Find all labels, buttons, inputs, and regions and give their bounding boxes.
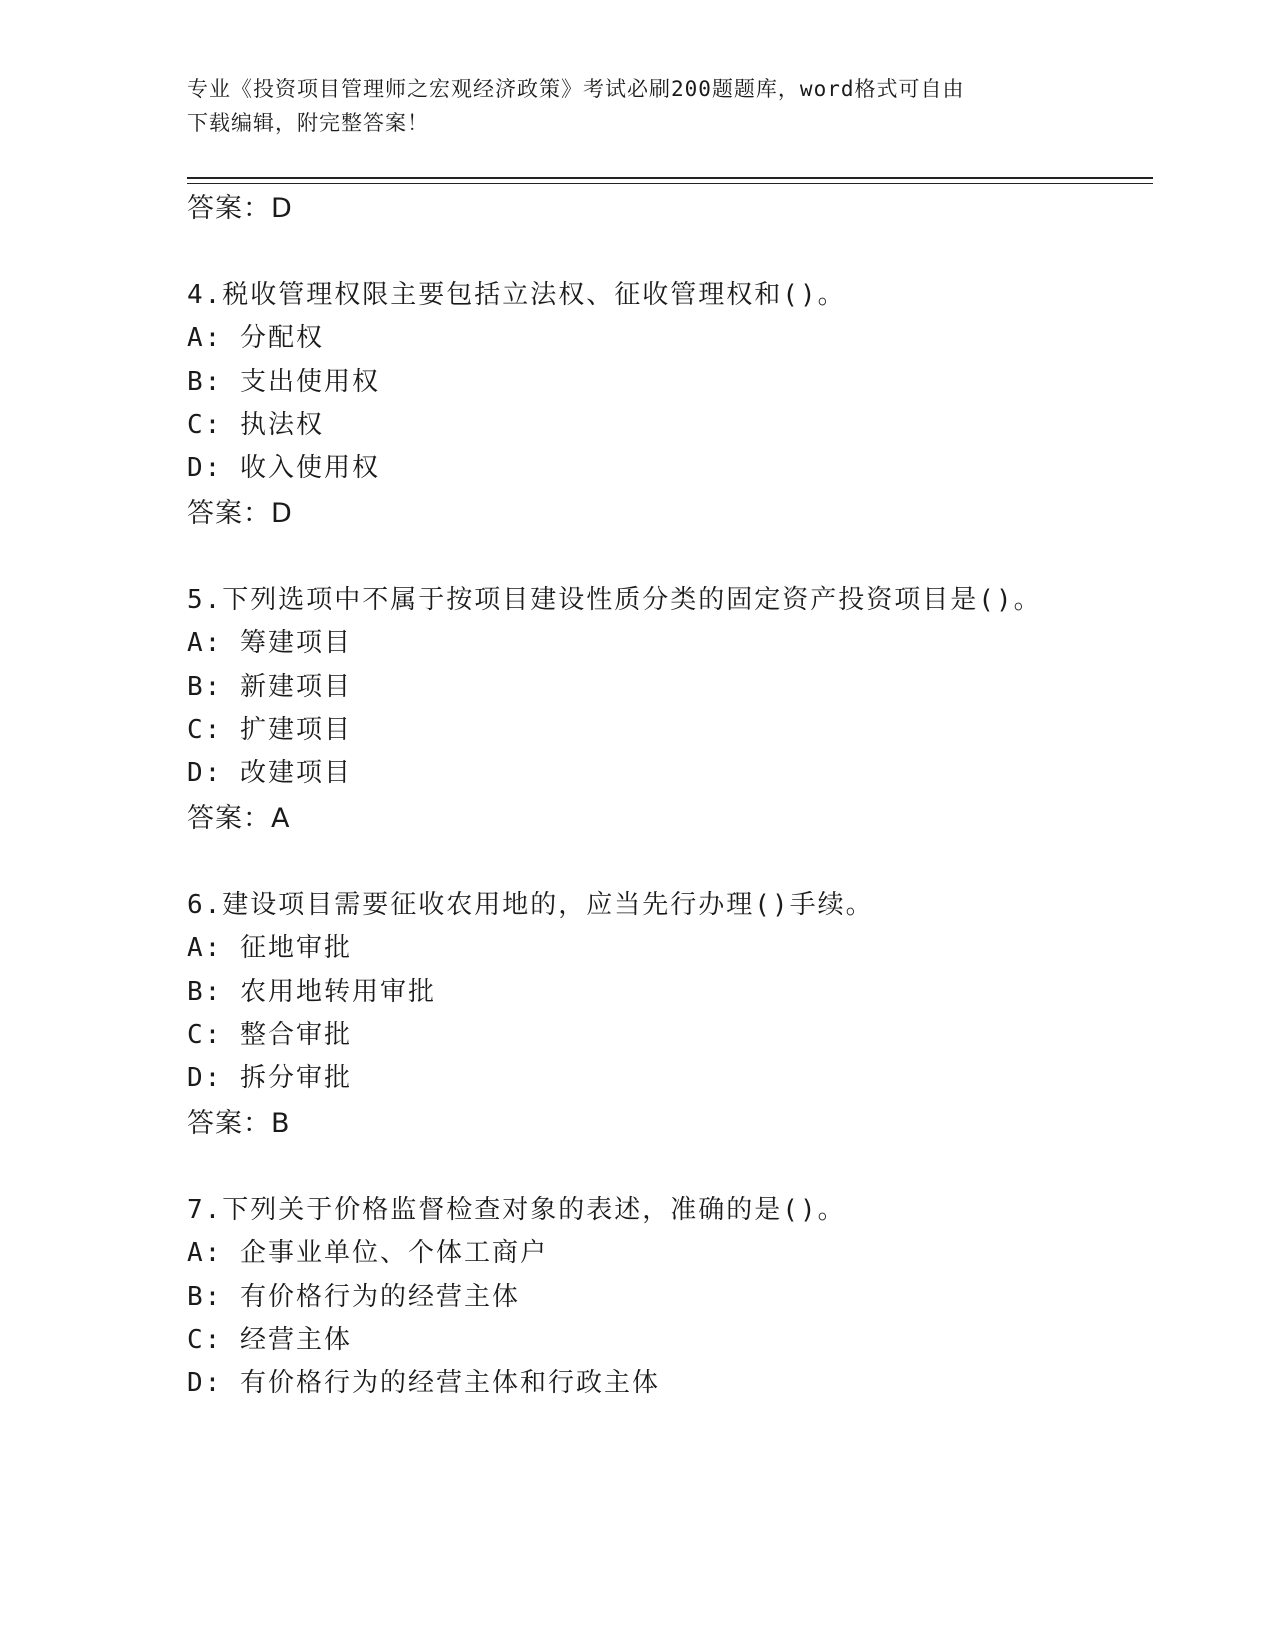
question-text: 4.税收管理权限主要包括立法权、征收管理权和()。 xyxy=(187,280,846,310)
answer-line: 答案：B xyxy=(187,1108,291,1139)
header-divider-thick xyxy=(187,177,1153,179)
header-line-2: 下载编辑，附完整答案！ xyxy=(187,111,429,135)
option-b: B: 有价格行为的经营主体 xyxy=(187,1282,520,1312)
option-a: A: 分配权 xyxy=(187,323,324,353)
option-d: D: 有价格行为的经营主体和行政主体 xyxy=(187,1368,660,1398)
header-line-1: 专业《投资项目管理师之宏观经济政策》考试必刷200题题库，word格式可自由 xyxy=(187,77,965,101)
option-d: D: 改建项目 xyxy=(187,758,352,788)
answer-line: 答案：D xyxy=(187,193,293,224)
option-c: C: 扩建项目 xyxy=(187,715,352,745)
option-a: A: 征地审批 xyxy=(187,933,352,963)
option-c: C: 整合审批 xyxy=(187,1020,352,1050)
document-header xyxy=(187,72,1087,140)
question-text: 7.下列关于价格监督检查对象的表述，准确的是()。 xyxy=(187,1195,846,1225)
option-a: A: 筹建项目 xyxy=(187,628,352,658)
option-a: A: 企事业单位、个体工商户 xyxy=(187,1238,548,1268)
option-b: B: 新建项目 xyxy=(187,672,352,702)
question-text: 6.建设项目需要征收农用地的，应当先行办理()手续。 xyxy=(187,890,874,920)
option-c: C: 经营主体 xyxy=(187,1325,352,1355)
header-divider-thin xyxy=(187,183,1153,184)
answer-line: 答案：D xyxy=(187,498,293,529)
option-d: D: 拆分审批 xyxy=(187,1063,352,1093)
option-b: B: 支出使用权 xyxy=(187,367,380,397)
answer-line: 答案：A xyxy=(187,803,291,834)
option-d: D: 收入使用权 xyxy=(187,453,380,483)
option-c: C: 执法权 xyxy=(187,410,324,440)
question-text: 5.下列选项中不属于按项目建设性质分类的固定资产投资项目是()。 xyxy=(187,585,1042,615)
option-b: B: 农用地转用审批 xyxy=(187,977,436,1007)
